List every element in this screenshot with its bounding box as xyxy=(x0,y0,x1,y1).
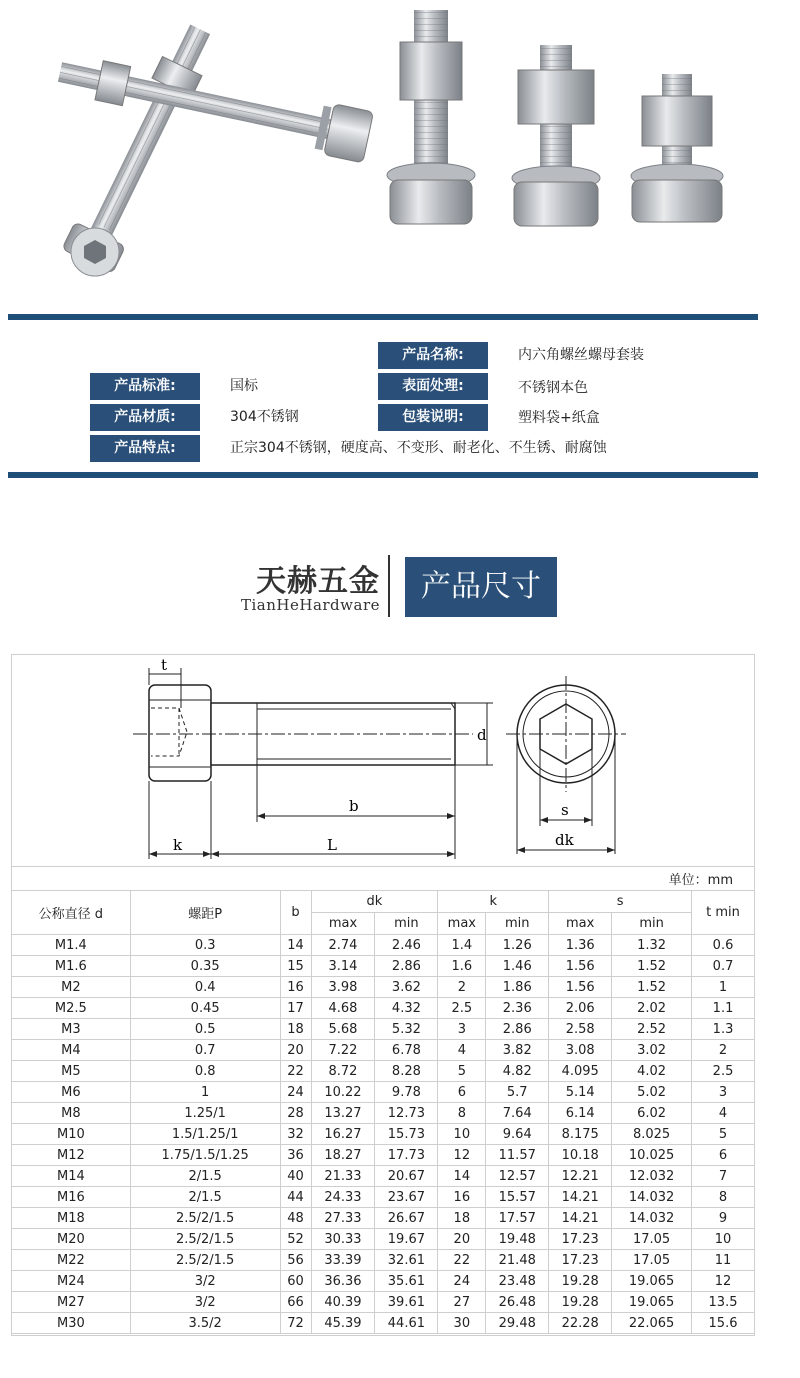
cell-t-min: 13.5 xyxy=(692,1292,755,1313)
dimension-table xyxy=(11,890,755,1334)
dim-k-label: k xyxy=(173,836,183,854)
cell-pitch: 2/1.5 xyxy=(130,1166,280,1187)
cell-b: 66 xyxy=(280,1292,311,1313)
cell-nominal-d: M10 xyxy=(12,1124,131,1145)
header-dk-min: min xyxy=(375,913,438,935)
cell-k-min: 17.57 xyxy=(486,1208,549,1229)
header-k-max: max xyxy=(438,913,486,935)
cell-s-max: 1.56 xyxy=(549,977,612,998)
cell-pitch: 3.5/2 xyxy=(130,1313,280,1334)
cell-dk-max: 27.33 xyxy=(311,1208,375,1229)
cell-s-min: 14.032 xyxy=(612,1208,692,1229)
standing-bolt-medium xyxy=(512,45,600,226)
cell-nominal-d: M6 xyxy=(12,1082,131,1103)
cell-nominal-d: M2 xyxy=(12,977,131,998)
cell-k-min: 7.64 xyxy=(486,1103,549,1124)
cell-b: 14 xyxy=(280,935,311,956)
cell-k-max: 27 xyxy=(438,1292,486,1313)
cell-dk-max: 45.39 xyxy=(311,1313,375,1334)
cell-k-max: 8 xyxy=(438,1103,486,1124)
table-row xyxy=(12,1124,755,1145)
cell-dk-max: 18.27 xyxy=(311,1145,375,1166)
cell-t-min: 12 xyxy=(692,1271,755,1292)
spec-feature-value: 正宗304不锈钢，硬度高、不变形、耐老化、不生锈、耐腐蚀 xyxy=(230,440,607,456)
cell-s-max: 8.175 xyxy=(549,1124,612,1145)
cell-b: 28 xyxy=(280,1103,311,1124)
table-row xyxy=(12,935,755,956)
cell-s-max: 6.14 xyxy=(549,1103,612,1124)
spec-standard-value: 国标 xyxy=(230,378,258,394)
cell-b: 24 xyxy=(280,1082,311,1103)
cell-s-min: 12.032 xyxy=(612,1166,692,1187)
spec-surface-value: 不锈钢本色 xyxy=(518,380,588,396)
cell-t-min: 11 xyxy=(692,1250,755,1271)
cell-s-max: 1.56 xyxy=(549,956,612,977)
cell-pitch: 0.7 xyxy=(130,1040,280,1061)
cell-s-min: 14.032 xyxy=(612,1187,692,1208)
spec-feature-label: 产品特点: xyxy=(90,435,200,462)
cell-nominal-d: M1.4 xyxy=(12,935,131,956)
table-row xyxy=(12,1229,755,1250)
standing-bolt-small xyxy=(631,74,723,222)
cell-t-min: 1.3 xyxy=(692,1019,755,1040)
spec-material-value: 304不锈钢 xyxy=(230,409,299,425)
header-s-min: min xyxy=(612,913,692,935)
table-row xyxy=(12,1103,755,1124)
cell-k-max: 30 xyxy=(438,1313,486,1334)
cell-k-min: 12.57 xyxy=(486,1166,549,1187)
cell-b: 52 xyxy=(280,1229,311,1250)
cell-dk-max: 16.27 xyxy=(311,1124,375,1145)
cell-t-min: 1.1 xyxy=(692,998,755,1019)
cell-k-max: 3 xyxy=(438,1019,486,1040)
table-row xyxy=(12,1187,755,1208)
cell-b: 32 xyxy=(280,1124,311,1145)
cell-s-max: 10.18 xyxy=(549,1145,612,1166)
cell-nominal-d: M8 xyxy=(12,1103,131,1124)
cell-b: 15 xyxy=(280,956,311,977)
spec-name-label: 产品名称: xyxy=(378,342,488,369)
cell-k-min: 29.48 xyxy=(486,1313,549,1334)
brand-name-en: TianHeHardware xyxy=(241,596,380,614)
cell-s-min: 1.52 xyxy=(612,977,692,998)
cell-k-min: 11.57 xyxy=(486,1145,549,1166)
spec-packing-label: 包装说明: xyxy=(378,404,488,431)
cell-t-min: 9 xyxy=(692,1208,755,1229)
spec-name-value: 内六角螺丝螺母套装 xyxy=(518,347,644,363)
cell-dk-min: 2.46 xyxy=(375,935,438,956)
cell-dk-min: 35.61 xyxy=(375,1271,438,1292)
cell-nominal-d: M18 xyxy=(12,1208,131,1229)
cell-pitch: 1.5/1.25/1 xyxy=(130,1124,280,1145)
cell-dk-max: 3.14 xyxy=(311,956,375,977)
bolt-set-illustration xyxy=(0,0,800,300)
cell-s-min: 1.52 xyxy=(612,956,692,977)
cell-s-min: 1.32 xyxy=(612,935,692,956)
cell-s-min: 22.065 xyxy=(612,1313,692,1334)
technical-drawing xyxy=(11,654,755,868)
cell-nominal-d: M3 xyxy=(12,1019,131,1040)
cell-s-max: 1.36 xyxy=(549,935,612,956)
cell-t-min: 4 xyxy=(692,1103,755,1124)
cell-b: 20 xyxy=(280,1040,311,1061)
cell-k-max: 1.6 xyxy=(438,956,486,977)
cell-dk-min: 9.78 xyxy=(375,1082,438,1103)
cell-nominal-d: M30 xyxy=(12,1313,131,1334)
cell-k-max: 1.4 xyxy=(438,935,486,956)
dim-dk-label: dk xyxy=(555,831,574,849)
cell-pitch: 3/2 xyxy=(130,1292,280,1313)
cell-k-max: 16 xyxy=(438,1187,486,1208)
cell-dk-min: 19.67 xyxy=(375,1229,438,1250)
cell-t-min: 5 xyxy=(692,1124,755,1145)
cell-dk-min: 12.73 xyxy=(375,1103,438,1124)
cell-dk-min: 26.67 xyxy=(375,1208,438,1229)
section-title: 产品尺寸 xyxy=(405,557,557,617)
header-dk-max: max xyxy=(311,913,375,935)
cell-nominal-d: M14 xyxy=(12,1166,131,1187)
cell-nominal-d: M2.5 xyxy=(12,998,131,1019)
dim-d-label: d xyxy=(477,726,487,744)
spec-standard-label: 产品标准: xyxy=(90,373,200,400)
bottom-rule xyxy=(8,472,758,478)
cell-pitch: 0.5 xyxy=(130,1019,280,1040)
cell-k-min: 9.64 xyxy=(486,1124,549,1145)
cell-nominal-d: M5 xyxy=(12,1061,131,1082)
cell-nominal-d: M16 xyxy=(12,1187,131,1208)
cell-b: 18 xyxy=(280,1019,311,1040)
cell-dk-max: 40.39 xyxy=(311,1292,375,1313)
cell-s-max: 14.21 xyxy=(549,1187,612,1208)
cell-s-min: 4.02 xyxy=(612,1061,692,1082)
cell-pitch: 0.8 xyxy=(130,1061,280,1082)
cell-dk-min: 20.67 xyxy=(375,1166,438,1187)
cell-dk-max: 2.74 xyxy=(311,935,375,956)
table-row xyxy=(12,1271,755,1292)
cell-k-max: 20 xyxy=(438,1229,486,1250)
cell-dk-min: 15.73 xyxy=(375,1124,438,1145)
cell-s-min: 5.02 xyxy=(612,1082,692,1103)
table-row xyxy=(12,1082,755,1103)
cell-s-max: 5.14 xyxy=(549,1082,612,1103)
cell-dk-min: 3.62 xyxy=(375,977,438,998)
table-row xyxy=(12,1061,755,1082)
cell-s-max: 2.58 xyxy=(549,1019,612,1040)
cell-s-min: 3.02 xyxy=(612,1040,692,1061)
cell-b: 60 xyxy=(280,1271,311,1292)
long-bolt-horizontal xyxy=(55,47,374,163)
cell-dk-max: 7.22 xyxy=(311,1040,375,1061)
header-t-min: t min xyxy=(692,891,755,935)
cell-s-max: 4.095 xyxy=(549,1061,612,1082)
cell-k-min: 23.48 xyxy=(486,1271,549,1292)
cell-dk-max: 4.68 xyxy=(311,998,375,1019)
cell-b: 22 xyxy=(280,1061,311,1082)
dim-L-label: L xyxy=(327,836,337,854)
cell-k-min: 3.82 xyxy=(486,1040,549,1061)
table-row xyxy=(12,1313,755,1334)
cell-k-min: 26.48 xyxy=(486,1292,549,1313)
cell-t-min: 7 xyxy=(692,1166,755,1187)
cell-dk-max: 8.72 xyxy=(311,1061,375,1082)
table-row xyxy=(12,998,755,1019)
cell-k-max: 24 xyxy=(438,1271,486,1292)
header-s: s xyxy=(549,891,692,913)
cell-k-max: 12 xyxy=(438,1145,486,1166)
cell-t-min: 0.6 xyxy=(692,935,755,956)
cell-dk-max: 10.22 xyxy=(311,1082,375,1103)
cell-pitch: 1.25/1 xyxy=(130,1103,280,1124)
cell-s-max: 22.28 xyxy=(549,1313,612,1334)
cell-s-min: 2.52 xyxy=(612,1019,692,1040)
cell-k-max: 22 xyxy=(438,1250,486,1271)
cell-dk-max: 36.36 xyxy=(311,1271,375,1292)
cell-pitch: 2.5/2/1.5 xyxy=(130,1229,280,1250)
cell-t-min: 10 xyxy=(692,1229,755,1250)
cell-s-max: 2.06 xyxy=(549,998,612,1019)
cell-nominal-d: M12 xyxy=(12,1145,131,1166)
cell-s-max: 3.08 xyxy=(549,1040,612,1061)
cell-pitch: 2/1.5 xyxy=(130,1187,280,1208)
cell-pitch: 2.5/2/1.5 xyxy=(130,1250,280,1271)
cell-k-min: 1.46 xyxy=(486,956,549,977)
table-row xyxy=(12,1040,755,1061)
cell-s-min: 8.025 xyxy=(612,1124,692,1145)
table-row xyxy=(12,956,755,977)
cell-dk-max: 30.33 xyxy=(311,1229,375,1250)
cell-t-min: 1 xyxy=(692,977,755,998)
cell-t-min: 15.6 xyxy=(692,1313,755,1334)
cell-b: 36 xyxy=(280,1145,311,1166)
cell-b: 17 xyxy=(280,998,311,1019)
top-rule xyxy=(8,314,758,320)
cell-dk-max: 5.68 xyxy=(311,1019,375,1040)
spec-packing-value: 塑料袋+纸盒 xyxy=(518,410,600,426)
dim-t-label: t xyxy=(161,656,168,674)
cell-dk-min: 2.86 xyxy=(375,956,438,977)
cell-dk-min: 32.61 xyxy=(375,1250,438,1271)
cell-k-min: 2.36 xyxy=(486,998,549,1019)
cell-t-min: 2 xyxy=(692,1040,755,1061)
cell-dk-min: 8.28 xyxy=(375,1061,438,1082)
table-row xyxy=(12,1145,755,1166)
cell-pitch: 1 xyxy=(130,1082,280,1103)
cell-s-min: 2.02 xyxy=(612,998,692,1019)
cell-dk-max: 3.98 xyxy=(311,977,375,998)
cell-b: 72 xyxy=(280,1313,311,1334)
cell-s-min: 6.02 xyxy=(612,1103,692,1124)
header-k: k xyxy=(438,891,549,913)
cell-s-min: 19.065 xyxy=(612,1292,692,1313)
table-row xyxy=(12,1208,755,1229)
cell-s-max: 19.28 xyxy=(549,1292,612,1313)
cell-b: 44 xyxy=(280,1187,311,1208)
heading-divider xyxy=(388,555,390,617)
cell-s-max: 19.28 xyxy=(549,1271,612,1292)
cell-nominal-d: M24 xyxy=(12,1271,131,1292)
cell-nominal-d: M22 xyxy=(12,1250,131,1271)
cell-k-max: 10 xyxy=(438,1124,486,1145)
cell-k-max: 14 xyxy=(438,1166,486,1187)
cell-pitch: 0.3 xyxy=(130,935,280,956)
cell-s-min: 17.05 xyxy=(612,1229,692,1250)
spec-surface-label: 表面处理: xyxy=(378,373,488,400)
cell-dk-max: 13.27 xyxy=(311,1103,375,1124)
cell-dk-min: 44.61 xyxy=(375,1313,438,1334)
header-pitch: 螺距P xyxy=(130,891,280,935)
table-row xyxy=(12,1019,755,1040)
cell-s-min: 19.065 xyxy=(612,1271,692,1292)
cell-b: 56 xyxy=(280,1250,311,1271)
cell-nominal-d: M4 xyxy=(12,1040,131,1061)
cell-pitch: 0.45 xyxy=(130,998,280,1019)
dim-b-label: b xyxy=(349,797,359,815)
cell-k-min: 5.7 xyxy=(486,1082,549,1103)
cell-dk-min: 5.32 xyxy=(375,1019,438,1040)
cell-k-max: 6 xyxy=(438,1082,486,1103)
table-row xyxy=(12,977,755,998)
cell-k-min: 21.48 xyxy=(486,1250,549,1271)
cell-dk-min: 6.78 xyxy=(375,1040,438,1061)
cell-s-min: 17.05 xyxy=(612,1250,692,1271)
header-s-max: max xyxy=(549,913,612,935)
cell-dk-min: 4.32 xyxy=(375,998,438,1019)
table-body xyxy=(12,935,755,1334)
cell-dk-max: 24.33 xyxy=(311,1187,375,1208)
cell-dk-min: 39.61 xyxy=(375,1292,438,1313)
brand-name-cn: 天赫五金 xyxy=(256,564,380,599)
cell-b: 16 xyxy=(280,977,311,998)
spec-material-label: 产品材质: xyxy=(90,404,200,431)
table-header-row xyxy=(12,891,755,913)
cell-k-min: 2.86 xyxy=(486,1019,549,1040)
dim-s-label: s xyxy=(561,801,569,819)
cell-k-max: 5 xyxy=(438,1061,486,1082)
cell-k-max: 2 xyxy=(438,977,486,998)
cell-s-min: 10.025 xyxy=(612,1145,692,1166)
cell-pitch: 2.5/2/1.5 xyxy=(130,1208,280,1229)
cell-pitch: 0.35 xyxy=(130,956,280,977)
cell-b: 40 xyxy=(280,1166,311,1187)
standing-bolt-large xyxy=(387,10,475,224)
cell-t-min: 8 xyxy=(692,1187,755,1208)
product-photo xyxy=(0,0,800,300)
cell-k-min: 15.57 xyxy=(486,1187,549,1208)
cell-t-min: 2.5 xyxy=(692,1061,755,1082)
cell-k-max: 2.5 xyxy=(438,998,486,1019)
cell-pitch: 1.75/1.5/1.25 xyxy=(130,1145,280,1166)
cell-s-max: 17.23 xyxy=(549,1250,612,1271)
cell-k-max: 4 xyxy=(438,1040,486,1061)
cell-dk-max: 21.33 xyxy=(311,1166,375,1187)
cell-k-max: 18 xyxy=(438,1208,486,1229)
cell-k-min: 1.86 xyxy=(486,977,549,998)
cell-t-min: 6 xyxy=(692,1145,755,1166)
cell-t-min: 3 xyxy=(692,1082,755,1103)
table-row xyxy=(12,1250,755,1271)
cell-s-max: 14.21 xyxy=(549,1208,612,1229)
cell-dk-min: 23.67 xyxy=(375,1187,438,1208)
bolt-dimension-diagram xyxy=(11,654,755,868)
cell-t-min: 0.7 xyxy=(692,956,755,977)
unit-row xyxy=(11,866,755,891)
cell-s-max: 17.23 xyxy=(549,1229,612,1250)
unit-label: 单位：mm xyxy=(668,873,733,888)
cell-dk-max: 33.39 xyxy=(311,1250,375,1271)
cell-pitch: 0.4 xyxy=(130,977,280,998)
cell-nominal-d: M1.6 xyxy=(12,956,131,977)
cell-dk-min: 17.73 xyxy=(375,1145,438,1166)
cell-nominal-d: M27 xyxy=(12,1292,131,1313)
cell-s-max: 12.21 xyxy=(549,1166,612,1187)
header-dk: dk xyxy=(311,891,438,913)
cell-k-min: 19.48 xyxy=(486,1229,549,1250)
header-k-min: min xyxy=(486,913,549,935)
cell-b: 48 xyxy=(280,1208,311,1229)
cell-pitch: 3/2 xyxy=(130,1271,280,1292)
cell-k-min: 1.26 xyxy=(486,935,549,956)
table-row xyxy=(12,1292,755,1313)
header-b: b xyxy=(280,891,311,935)
cell-k-min: 4.82 xyxy=(486,1061,549,1082)
header-nominal-diameter: 公称直径 d xyxy=(12,891,131,935)
table-row xyxy=(12,1166,755,1187)
cell-nominal-d: M20 xyxy=(12,1229,131,1250)
